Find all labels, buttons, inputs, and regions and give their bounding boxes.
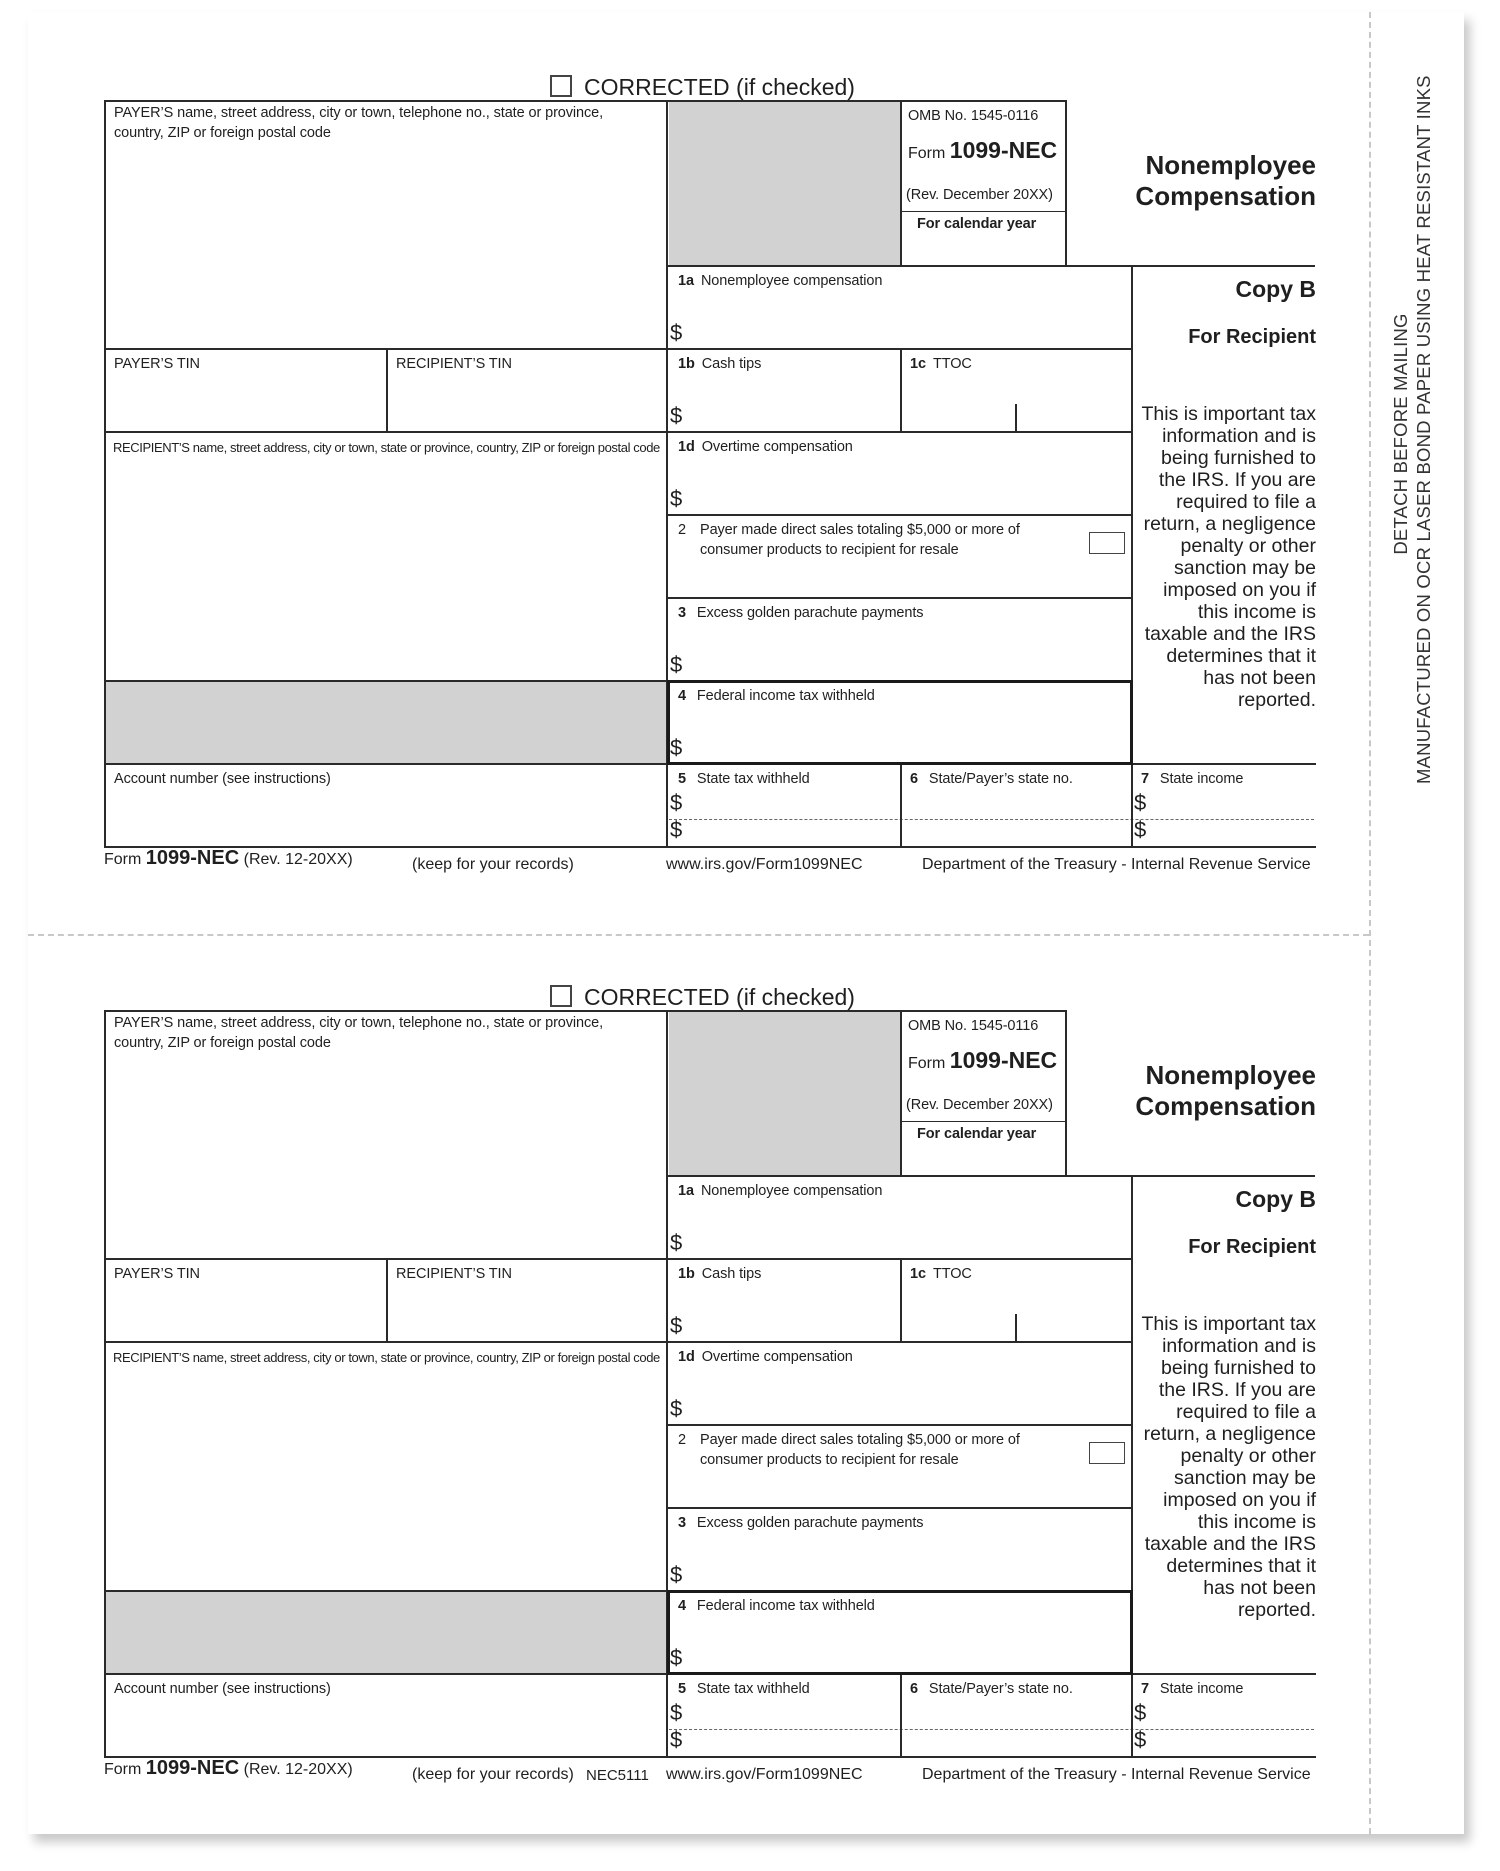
box7-text: State income: [1159, 771, 1244, 787]
box1c-label: [910, 1265, 972, 1284]
account-number-label: Account number (see instructions): [114, 771, 331, 787]
box2-line2: consumer products to recipient for resale: [700, 542, 959, 558]
rule: [104, 100, 106, 848]
tick-mark: [1015, 1314, 1017, 1342]
box5-dollar-2[interactable]: $: [670, 817, 683, 842]
rule: [900, 1673, 902, 1757]
rule: [668, 265, 1315, 267]
footer-form-number: 1099-NEC: [145, 847, 240, 869]
box2-number: 2: [678, 1432, 686, 1448]
rule: [386, 348, 388, 432]
box4-label: [678, 687, 875, 706]
form-label: [908, 137, 1058, 163]
rule: [668, 514, 1132, 516]
box5-dollar-2[interactable]: $: [670, 1727, 683, 1752]
box4-text: Federal income tax withheld: [696, 1598, 875, 1614]
box6-label: [910, 770, 1073, 789]
box1b-text: Cash tips: [701, 356, 762, 372]
footer-irs-url: www.irs.gov/Form1099NEC: [666, 1766, 863, 1783]
box3-dollar[interactable]: $: [670, 652, 683, 677]
box1b-number: 1b: [678, 356, 695, 372]
rule: [104, 1010, 1066, 1012]
box1c-number: 1c: [910, 356, 926, 372]
box7-dollar-2[interactable]: $: [1134, 817, 1147, 842]
box1a-text: Nonemployee compensation: [700, 1183, 883, 1199]
form-number: 1099-NEC: [949, 137, 1058, 163]
box1b-label: [678, 355, 761, 374]
form-word: Form: [908, 145, 946, 162]
box1b-text: Cash tips: [701, 1266, 762, 1282]
footer-department: Department of the Treasury - Internal Revenue Service: [922, 856, 1311, 873]
rule: [1065, 100, 1067, 266]
payer-name-label-line2: country, ZIP or foreign postal code: [114, 1035, 331, 1051]
corrected-checkbox[interactable]: [550, 75, 572, 97]
box1c-number: 1c: [910, 1266, 926, 1282]
rule: [900, 1121, 1066, 1122]
box1d-label: [678, 438, 853, 457]
footer-form-word: Form: [104, 851, 142, 868]
box1c-text: TTOC: [932, 356, 972, 372]
box1d-text: Overtime compensation: [701, 439, 853, 455]
corrected-label: CORRECTED (if checked): [584, 74, 855, 100]
footer-form-id: [104, 849, 353, 869]
revision-date: (Rev. December 20XX): [906, 1097, 1053, 1113]
box7-text: State income: [1159, 1681, 1244, 1697]
tick-mark: [1015, 404, 1017, 432]
box5-number: 5: [678, 771, 686, 787]
box1a-text: Nonemployee compensation: [700, 273, 883, 289]
rule: [668, 1175, 1315, 1177]
rule: [1065, 1010, 1067, 1176]
recipient-name-label: RECIPIENT’S name, street address, city or town, state or province, country, ZIP or foreign postal code: [113, 440, 660, 455]
box1a-dollar[interactable]: $: [670, 320, 683, 345]
rule: [900, 1258, 902, 1342]
box1c-label: [910, 355, 972, 374]
box2-line1: Payer made direct sales totaling $5,000 or more of: [700, 522, 1020, 538]
calendar-year-label: For calendar year: [917, 1126, 1037, 1142]
footer-department: Department of the Treasury - Internal Revenue Service: [922, 1766, 1311, 1783]
box4-text: Federal income tax withheld: [696, 688, 875, 704]
box3-label: [678, 1514, 923, 1533]
revision-date: (Rev. December 20XX): [906, 187, 1053, 203]
box7-dollar-2[interactable]: $: [1134, 1727, 1147, 1752]
box1a-dollar[interactable]: $: [670, 1230, 683, 1255]
detach-notice: DETACH BEFORE MAILING: [1390, 313, 1411, 555]
copy-label: Copy B: [1235, 276, 1316, 302]
rule: [386, 1258, 388, 1342]
rule: [104, 1010, 106, 1758]
payer-name-label-line1: PAYER’S name, street address, city or town, telephone no., state or province,: [114, 105, 604, 121]
box4-label: [678, 1597, 875, 1616]
rule: [900, 348, 902, 432]
box6-text: State/Payer’s state no.: [928, 771, 1073, 787]
rule: [104, 1258, 1132, 1260]
rule: [104, 100, 1066, 102]
box5-label: [678, 770, 810, 789]
box7-label: [1141, 770, 1243, 789]
for-recipient-label: For Recipient: [1188, 1236, 1316, 1258]
box1b-dollar[interactable]: $: [670, 403, 683, 428]
box2-checkbox[interactable]: [1089, 532, 1125, 554]
dashed-rule: [669, 1729, 1314, 1730]
corrected-checkbox[interactable]: [550, 985, 572, 1007]
box7-label: [1141, 1680, 1243, 1699]
box6-number: 6: [910, 771, 918, 787]
form-number: 1099-NEC: [949, 1047, 1058, 1073]
box6-label: [910, 1680, 1073, 1699]
form-title-line2: Compensation: [1135, 1091, 1316, 1121]
form-1099-nec-copy-b: [0, 920, 1500, 1784]
account-number-label: Account number (see instructions): [114, 1681, 331, 1697]
box1d-number: 1d: [678, 1349, 695, 1365]
box1b-number: 1b: [678, 1266, 695, 1282]
important-tax-notice: This is important tax information and is being furnished to the IRS. If you are required to file a return, a negligence penalty or other sanction may be imposed on you if this income is taxable and the IRS determines that it has not been reported.: [1141, 403, 1316, 711]
box5-dollar-1[interactable]: $: [670, 1700, 683, 1725]
recipient-name-label: RECIPIENT’S name, street address, city or town, state or province, country, ZIP or foreign postal code: [113, 1350, 660, 1365]
box7-dollar-1[interactable]: $: [1134, 790, 1147, 815]
footer-keep-note: (keep for your records): [412, 856, 574, 873]
rule: [668, 597, 1132, 599]
rule: [104, 1756, 1316, 1758]
footer-revision: (Rev. 12-20XX): [243, 851, 353, 868]
form-title-line1: Nonemployee: [1145, 1060, 1316, 1090]
rule: [668, 1424, 1132, 1426]
payer-tin-label: PAYER’S TIN: [114, 356, 200, 372]
payer-name-label-line2: country, ZIP or foreign postal code: [114, 125, 331, 141]
box1d-label: [678, 1348, 853, 1367]
box2-line2: consumer products to recipient for resale: [700, 1452, 959, 1468]
corrected-label: CORRECTED (if checked): [584, 984, 855, 1010]
box2-line1: Payer made direct sales totaling $5,000 or more of: [700, 1432, 1020, 1448]
box1a-label: [678, 272, 882, 291]
for-recipient-label: For Recipient: [1188, 326, 1316, 348]
rule: [668, 1507, 1132, 1509]
box5-label: [678, 1680, 810, 1699]
recipient-tin-label: RECIPIENT’S TIN: [396, 356, 512, 372]
payer-tin-label: PAYER’S TIN: [114, 1266, 200, 1282]
calendar-year-label: For calendar year: [917, 216, 1037, 232]
rule: [104, 1341, 1132, 1343]
important-tax-notice: This is important tax information and is being furnished to the IRS. If you are required to file a return, a negligence penalty or other sanction may be imposed on you if this income is taxable and the IRS determines that it has not been reported.: [1141, 1313, 1316, 1621]
omb-shaded-area: [669, 101, 902, 265]
omb-number: OMB No. 1545-0116: [908, 1018, 1039, 1034]
box3-text: Excess golden parachute payments: [696, 1515, 924, 1531]
form-word: Form: [908, 1055, 946, 1072]
box2-number: 2: [678, 522, 686, 538]
box5-text: State tax withheld: [696, 771, 810, 787]
box5-text: State tax withheld: [696, 1681, 810, 1697]
paper-notice: MANUFACTURED ON OCR LASER BOND PAPER USING HEAT RESISTANT INKS: [1413, 75, 1434, 784]
footer-form-word: Form: [104, 1761, 142, 1778]
box7-number: 7: [1141, 1681, 1149, 1697]
omb-shaded-area: [669, 1011, 902, 1175]
box5-dollar-1[interactable]: $: [670, 790, 683, 815]
box1d-text: Overtime compensation: [701, 1349, 853, 1365]
box5-number: 5: [678, 1681, 686, 1697]
rule: [1131, 1673, 1133, 1757]
box3-dollar[interactable]: $: [670, 1562, 683, 1587]
box4-number: 4: [678, 688, 686, 704]
box3-text: Excess golden parachute payments: [696, 605, 924, 621]
recipient-tin-label: RECIPIENT’S TIN: [396, 1266, 512, 1282]
box4-dollar[interactable]: $: [670, 1645, 683, 1670]
form-1099-nec-copy-b: [0, 0, 1500, 873]
rule: [900, 100, 902, 266]
box3-number: 3: [678, 1515, 686, 1531]
shaded-area: [105, 1591, 668, 1673]
box6-text: State/Payer’s state no.: [928, 1681, 1073, 1697]
dashed-rule: [669, 819, 1314, 820]
box1d-number: 1d: [678, 439, 695, 455]
box1a-number: 1a: [678, 1183, 694, 1199]
copy-label: Copy B: [1235, 1186, 1316, 1212]
box7-dollar-1[interactable]: $: [1134, 1700, 1147, 1725]
form-title-line2: Compensation: [1135, 181, 1316, 211]
footer-form-id: [104, 1759, 353, 1779]
footer-form-number: 1099-NEC: [145, 1757, 240, 1779]
box3-number: 3: [678, 605, 686, 621]
box3-label: [678, 604, 923, 623]
box1b-label: [678, 1265, 761, 1284]
box1d-dollar[interactable]: $: [670, 1396, 683, 1421]
rule: [104, 431, 1132, 433]
box4-number: 4: [678, 1598, 686, 1614]
box1c-text: TTOC: [932, 1266, 972, 1282]
form-label: [908, 1047, 1058, 1073]
box1d-dollar[interactable]: $: [670, 486, 683, 511]
payer-name-label-line1: PAYER’S name, street address, city or town, telephone no., state or province,: [114, 1015, 604, 1031]
footer-irs-url: www.irs.gov/Form1099NEC: [666, 856, 863, 873]
rule: [900, 1010, 902, 1176]
product-code: NEC5111: [586, 1767, 649, 1784]
form-title-line1: Nonemployee: [1145, 150, 1316, 180]
box4-dollar[interactable]: $: [670, 735, 683, 760]
rule: [104, 348, 1132, 350]
box1b-dollar[interactable]: $: [670, 1313, 683, 1338]
box2-checkbox[interactable]: [1089, 1442, 1125, 1464]
footer-keep-note: (keep for your records): [412, 1766, 574, 1783]
box6-number: 6: [910, 1681, 918, 1697]
rule: [104, 846, 1316, 848]
rule: [900, 763, 902, 847]
box1a-number: 1a: [678, 273, 694, 289]
footer-revision: (Rev. 12-20XX): [243, 1761, 353, 1778]
box1a-label: [678, 1182, 882, 1201]
rule: [1131, 763, 1133, 847]
shaded-area: [105, 681, 668, 763]
omb-number: OMB No. 1545-0116: [908, 108, 1039, 124]
rule: [900, 211, 1066, 212]
box7-number: 7: [1141, 771, 1149, 787]
